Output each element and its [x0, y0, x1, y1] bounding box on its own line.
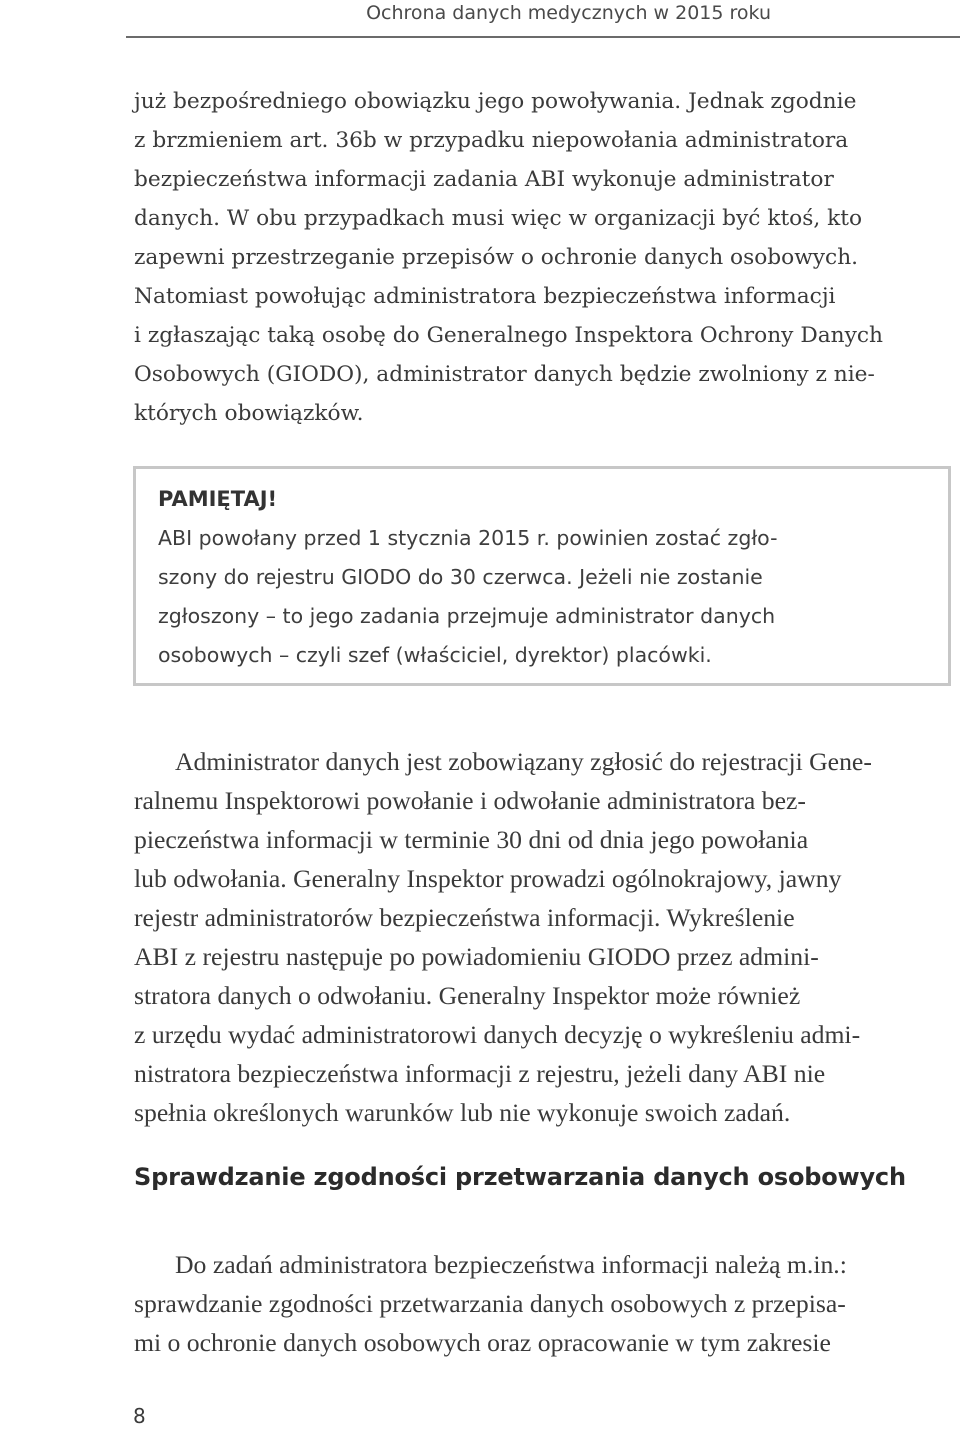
text-line: których obowiązków.: [134, 401, 364, 426]
text-line: z brzmieniem art. 36b w przypadku niepowołania administratora: [134, 128, 849, 153]
text-line: już bezpośredniego obowiązku jego powoływania. Jednak zgodnie: [134, 89, 857, 114]
callout-line: szony do rejestru GIODO do 30 czerwca. Jeżeli nie zostanie: [158, 565, 763, 589]
text-line: ralnemu Inspektorowi powołanie i odwołanie administratora bez-: [134, 786, 806, 815]
text-line: zapewni przestrzeganie przepisów o ochronie danych osobowych.: [134, 245, 859, 270]
paragraph-intro: [134, 82, 958, 433]
paragraph-registration: [134, 742, 958, 1132]
section-heading: Sprawdzanie zgodności przetwarzania danych osobowych: [134, 1163, 906, 1191]
text-line: danych. W obu przypadkach musi więc w organizacji być ktoś, kto: [134, 206, 863, 231]
text-line: bezpieczeństwa informacji zadania ABI wykonuje administrator: [134, 167, 834, 192]
text-line: ABI z rejestru następuje po powiadomieniu GIODO przez admini-: [134, 942, 819, 971]
text-line: Osobowych (GIODO), administrator danych będzie zwolniony z nie-: [134, 362, 875, 387]
text-line: spełnia określonych warunków lub nie wykonuje swoich zadań.: [134, 1098, 791, 1127]
callout-line: ABI powołany przed 1 stycznia 2015 r. powinien zostać zgło-: [158, 526, 778, 550]
text-line: nistratora bezpieczeństwa informacji z rejestru, jeżeli dany ABI nie: [134, 1059, 826, 1088]
running-header: [126, 0, 960, 38]
text-line: sprawdzanie zgodności przetwarzania danych osobowych z przepisa-: [134, 1289, 846, 1318]
callout-line: osobowych – czyli szef (właściciel, dyrektor) placówki.: [158, 643, 712, 667]
page-number: 8: [133, 1404, 146, 1428]
text-line: mi o ochronie danych osobowych oraz opracowanie w tym zakresie: [134, 1328, 831, 1357]
text-line: Administrator danych jest zobowiązany zgłosić do rejestracji Gene-: [175, 747, 872, 776]
text-line: pieczeństwa informacji w terminie 30 dni od dnia jego powołania: [134, 825, 809, 854]
text-line: Natomiast powołując administratora bezpieczeństwa informacji: [134, 284, 836, 309]
text-line: rejestr administratorów bezpieczeństwa informacji. Wykreślenie: [134, 903, 795, 932]
paragraph-tasks: [134, 1245, 958, 1362]
running-title: Ochrona danych medycznych w 2015 roku: [366, 2, 771, 24]
callout-line: zgłoszony – to jego zadania przejmuje administrator danych: [158, 604, 776, 628]
text-line: Do zadań administratora bezpieczeństwa informacji należą m.in.:: [175, 1250, 847, 1279]
remember-callout-box: [133, 466, 951, 686]
callout-title: PAMIĘTAJ!: [158, 487, 278, 511]
text-line: i zgłaszając taką osobę do Generalnego Inspektora Ochrony Danych: [134, 323, 883, 348]
text-line: lub odwołania. Generalny Inspektor prowadzi ogólnokrajowy, jawny: [134, 864, 842, 893]
text-line: z urzędu wydać administratorowi danych decyzję o wykreśleniu admi-: [134, 1020, 861, 1049]
text-line: stratora danych o odwołaniu. Generalny Inspektor może również: [134, 981, 801, 1010]
